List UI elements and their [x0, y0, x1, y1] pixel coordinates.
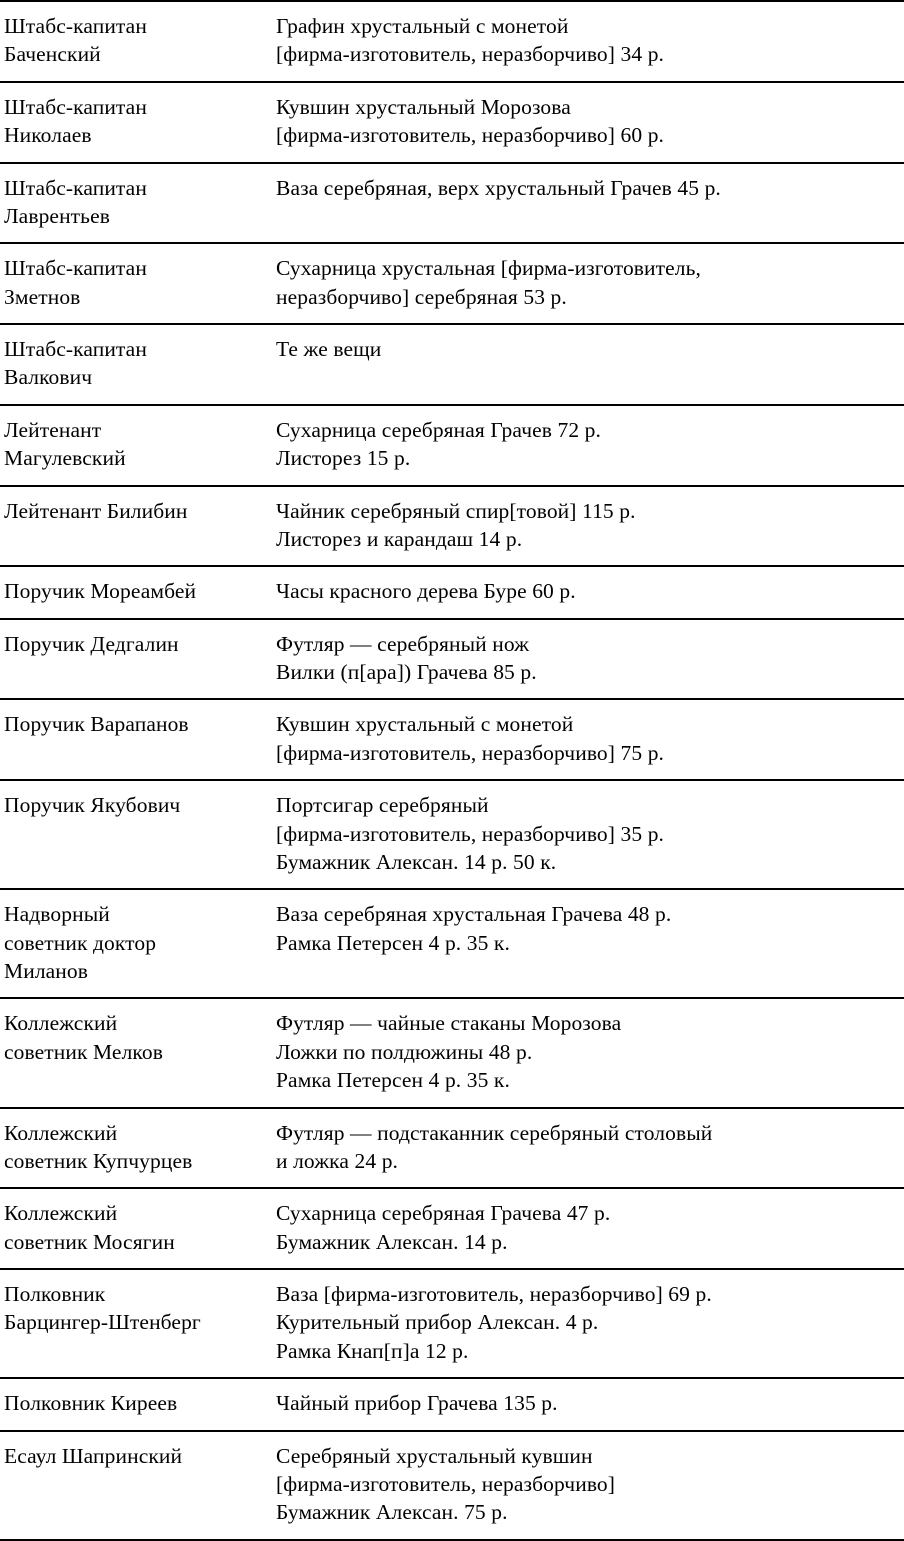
person-line: Штабс-капитан [4, 14, 147, 38]
item-line: Часы красного дерева Буре 60 р. [276, 579, 576, 604]
person-cell [0, 1269, 268, 1378]
item-line: неразборчиво] серебряная 53 р. [276, 284, 567, 309]
person-line: Полковник Киреев [4, 1391, 178, 1416]
person-line: Поручик Дедгалин [4, 631, 179, 656]
items-cell [268, 1431, 904, 1540]
items-cell [268, 619, 904, 700]
item-line: Сухарница хрустальная [фирма-изготовитель, [276, 256, 701, 281]
person-line: Лейтенант Билибин [4, 498, 188, 523]
person-cell [0, 324, 268, 405]
person-line: Полковник [4, 1282, 106, 1306]
item-line: [фирма-изготовитель, неразборчиво] 75 р. [276, 740, 665, 765]
person-cell [0, 566, 268, 618]
items-cell [268, 889, 904, 998]
items-cell [268, 486, 904, 567]
item-line: Графин хрустальный с монетой [276, 14, 569, 38]
item-line: Бумажник Алексан. 14 р. 50 к. [276, 849, 557, 874]
person-line: Валкович [4, 365, 93, 390]
table-row [0, 82, 904, 163]
person-line: советник доктор [4, 930, 157, 955]
item-line: Бумажник Алексан. 75 р. [276, 1500, 508, 1525]
table-row [0, 1378, 904, 1430]
item-line: Чайник серебряный спир[товой] 115 р. [276, 498, 636, 523]
item-line: Ваза [фирма-изготовитель, неразборчиво] 69 р. [276, 1282, 712, 1306]
person-line: Барцингер-Штенберг [4, 1310, 201, 1335]
person-line: Поручик Якубович [4, 793, 181, 818]
items-cell [268, 1378, 904, 1430]
person-cell [0, 1188, 268, 1269]
person-cell [0, 619, 268, 700]
person-cell [0, 1431, 268, 1540]
item-line: Ваза серебряная, верх хрустальный Грачев 45 р. [276, 175, 721, 200]
person-line: советник Купчурцев [4, 1148, 193, 1173]
person-cell [0, 699, 268, 780]
items-cell [268, 1108, 904, 1189]
table-row [0, 324, 904, 405]
item-line: [фирма-изготовитель, неразборчиво] 34 р. [276, 42, 665, 67]
person-cell [0, 405, 268, 486]
person-cell [0, 998, 268, 1107]
person-line: Штабс-капитан [4, 337, 147, 361]
person-line: Лейтенант [4, 417, 102, 442]
items-cell [268, 699, 904, 780]
items-cell [268, 780, 904, 889]
item-line: Футляр — подстаканник серебряный столовый [276, 1120, 713, 1145]
item-line: Рамка Петерсен 4 р. 35 к. [276, 930, 510, 955]
item-line: Ложки по полдюжины 48 р. [276, 1039, 533, 1064]
person-line: Коллежский [4, 1201, 118, 1226]
item-line: Вилки (п[ара]) Грачева 85 р. [276, 660, 537, 684]
person-line: Зметнов [4, 284, 81, 309]
table-row [0, 619, 904, 700]
item-line: Сухарница серебряная Грачев 72 р. [276, 417, 601, 442]
person-cell [0, 163, 268, 244]
item-line: Бумажник Алексан. 14 р. [276, 1229, 508, 1254]
item-line: Ваза серебряная хрустальная Грачева 48 р. [276, 902, 672, 927]
person-line: советник Мелков [4, 1039, 163, 1064]
person-cell [0, 1, 268, 82]
table-row [0, 243, 904, 324]
item-line: Серебряный хрустальный кувшин [276, 1443, 593, 1468]
items-cell [268, 566, 904, 618]
item-line: Листорез 15 р. [276, 446, 411, 471]
person-line: Миланов [4, 959, 89, 983]
item-line: Футляр — серебряный нож [276, 631, 530, 656]
item-line: [фирма-изготовитель, неразборчиво] 35 р. [276, 821, 665, 846]
person-line: Николаев [4, 123, 92, 148]
table-row [0, 405, 904, 486]
person-line: Коллежский [4, 1011, 118, 1036]
item-line: [фирма-изготовитель, неразборчиво] 60 р. [276, 123, 665, 148]
item-line: Кувшин хрустальный Морозова [276, 94, 571, 119]
person-cell [0, 1378, 268, 1430]
table-row [0, 1, 904, 82]
item-line: [фирма-изготовитель, неразборчиво] [276, 1471, 616, 1496]
items-cell [268, 1269, 904, 1378]
person-line: Штабс-капитан [4, 256, 147, 281]
items-cell [268, 405, 904, 486]
item-line: Портсигар серебряный [276, 793, 489, 818]
table-row [0, 486, 904, 567]
item-line: Рамка Кнап[п]а 12 р. [276, 1338, 469, 1363]
table-row [0, 1188, 904, 1269]
item-line: Листорез и карандаш 14 р. [276, 526, 523, 551]
table-row [0, 1431, 904, 1540]
item-line: Чайный прибор Грачева 135 р. [276, 1391, 558, 1416]
person-line: Поручик Мореамбей [4, 579, 197, 604]
table-row [0, 1269, 904, 1378]
item-line: и ложка 24 р. [276, 1148, 399, 1173]
item-line: Сухарница серебряная Грачева 47 р. [276, 1201, 611, 1226]
table-row [0, 889, 904, 998]
person-cell [0, 1108, 268, 1189]
table-row [0, 163, 904, 244]
table-row [0, 699, 904, 780]
person-cell [0, 486, 268, 567]
table-row [0, 998, 904, 1107]
person-line: Магулевский [4, 446, 126, 471]
items-cell [268, 163, 904, 244]
person-line: Поручик Варапанов [4, 712, 189, 737]
item-line: Кувшин хрустальный с монетой [276, 712, 574, 737]
items-cell [268, 1188, 904, 1269]
table-row [0, 1108, 904, 1189]
person-line: советник Мосягин [4, 1229, 175, 1254]
item-line: Те же вещи [276, 337, 382, 361]
items-cell [268, 998, 904, 1107]
items-cell [268, 243, 904, 324]
person-line: Есаул Шапринский [4, 1443, 183, 1468]
person-cell [0, 889, 268, 998]
ledger-table-body [0, 1, 904, 1540]
table-row [0, 780, 904, 889]
person-line: Штабс-капитан [4, 175, 147, 200]
person-cell [0, 243, 268, 324]
person-line: Штабс-капитан [4, 94, 147, 119]
person-cell [0, 780, 268, 889]
item-line: Рамка Петерсен 4 р. 35 к. [276, 1068, 510, 1093]
table-row [0, 566, 904, 618]
items-cell [268, 1, 904, 82]
person-line: Баченский [4, 42, 101, 67]
person-line: Коллежский [4, 1120, 118, 1145]
items-cell [268, 324, 904, 405]
item-line: Курительный прибор Алексан. 4 р. [276, 1310, 599, 1335]
item-line: Футляр — чайные стаканы Морозова [276, 1011, 622, 1036]
items-cell [268, 82, 904, 163]
person-line: Надворный [4, 902, 110, 927]
person-line: Лаврентьев [4, 203, 110, 228]
person-cell [0, 82, 268, 163]
